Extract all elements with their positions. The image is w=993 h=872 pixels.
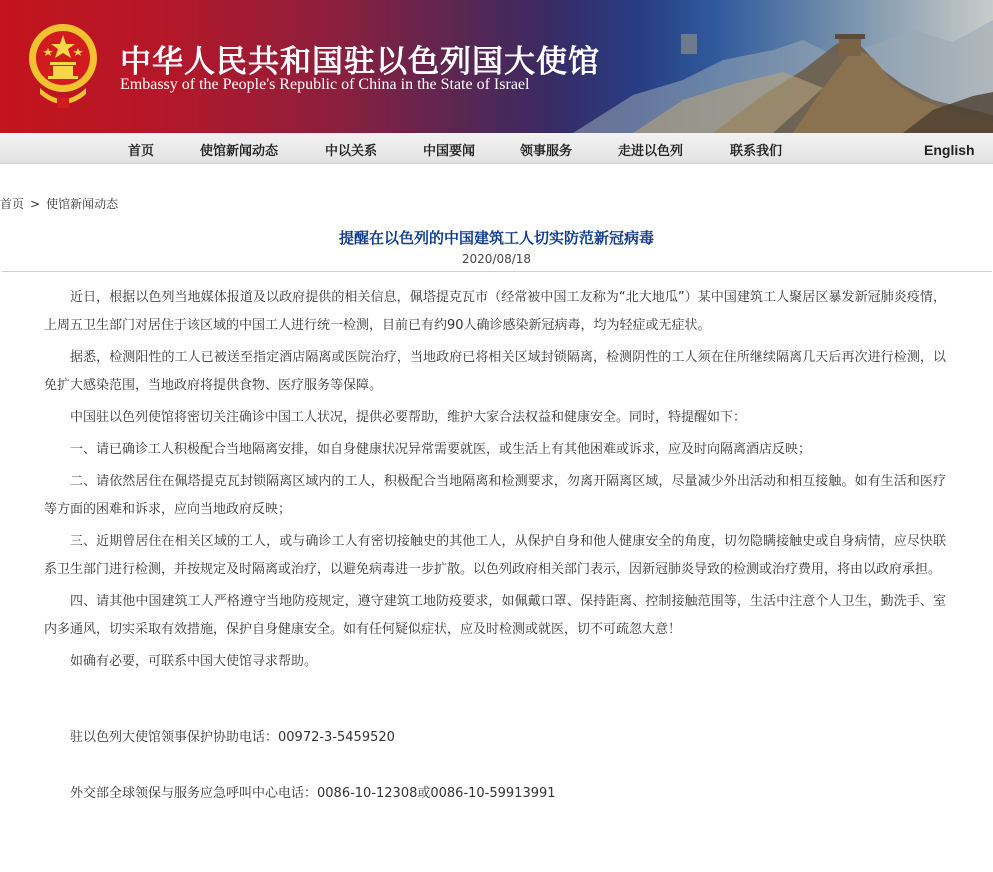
article-paragraph: 据悉，检测阳性的工人已被送至指定酒店隔离或医院治疗，当地政府已将相关区域封锁隔离，检测阴性的工人须在住所继续隔离几天后再次进行检测，以免扩大感染范围，当地政府将提供食物、医疗服务等保障。 [44,350,946,393]
nav-item-contact-us[interactable]: 联系我们 [730,144,783,159]
article-paragraph: 三、近期曾居住在相关区域的工人，或与确诊工人有密切接触史的其他工人，从保护自身和他人健康安全的角度，切勿隐瞒接触史或自身病情，应尽快联系卫生部门进行检测，并按规定及时隔离或治疗，以避免病毒进一步扩散。以色列政府相关部门表示，因新冠肺炎导致的检测或治疗费用，将由以政府承担。 [44,534,946,577]
header-banner [0,0,993,133]
consular-protection-phone: 驻以色列大使馆领事保护协助电话：00972-3-5459520 [70,730,395,745]
article-date: 2020/08/18 [461,252,532,266]
breadcrumb-home-link[interactable]: 首页 [0,197,25,211]
breadcrumb-current-link[interactable]: 使馆新闻动态 [46,197,119,211]
nav-item-consular-services[interactable]: 领事服务 [520,144,573,159]
nav-item-about-israel[interactable]: 走进以色列 [618,144,684,159]
article-paragraph: 中国驻以色列使馆将密切关注确诊中国工人状况，提供必要帮助，维护大家合法权益和健康安全。同时，特提醒如下： [70,410,747,425]
site-title-en: Embassy of the People's Republic of China in the State of Israel [120,76,530,93]
article-paragraph: 如确有必要，可联系中国大使馆寻求帮助。 [70,654,318,669]
article-paragraph: 二、请依然居住在佩塔提克瓦封锁隔离区域内的工人，积极配合当地隔离和检测要求，勿离开隔离区域，尽量减少外出活动和相互接触。如有生活和医疗等方面的困难和诉求，应向当地政府反映； [44,474,946,517]
article-paragraph: 近日，根据以色列当地媒体报道及以政府提供的相关信息，佩塔提克瓦市（经常被中国工友称为“北大地瓜”）某中国建筑工人聚居区暴发新冠肺炎疫情，上周五卫生部门对居住于该区域的中国工人进行统一检测，目前已有约90人确诊感染新冠病毒，均为轻症或无症状。 [44,290,946,333]
title-divider [2,271,992,272]
nav-item-embassy-news[interactable]: 使馆新闻动态 [200,144,279,159]
nav-item-china-news[interactable]: 中国要闻 [423,144,476,159]
nav-item-english[interactable]: English [924,142,975,158]
article-body [44,284,946,808]
mfa-hotline-phone: 外交部全球领保与服务应急呼叫中心电话：0086-10-12308或0086-10-59913991 [70,786,556,801]
site-title-cn: 中华人民共和国驻以色列国大使馆 [120,44,600,80]
article-paragraph: 一、请已确诊工人积极配合当地隔离安排，如自身健康状况异常需要就医，或生活上有其他困难或诉求，应及时向隔离酒店反映； [70,442,812,457]
article-paragraph: 四、请其他中国建筑工人严格遵守当地防疫规定，遵守建筑工地防疫要求，如佩戴口罩、保持距离、控制接触范围等，生活中注意个人卫生，勤洗手、室内多通风，切实采取有效措施，保护自身健康安全。如有任何疑似症状，应及时检测或就医，切不可疏忽大意！ [44,594,946,637]
nav-item-china-israel-relations[interactable]: 中以关系 [325,144,378,159]
national-emblem-icon [26,18,100,110]
great-wall-illustration [573,0,993,133]
breadcrumb [0,195,118,212]
article-title: 提醒在以色列的中国建筑工人切实防范新冠病毒 [338,229,654,247]
nav-item-home[interactable]: 首页 [128,144,155,159]
main-nav [0,133,993,164]
breadcrumb-separator: > [30,197,41,211]
